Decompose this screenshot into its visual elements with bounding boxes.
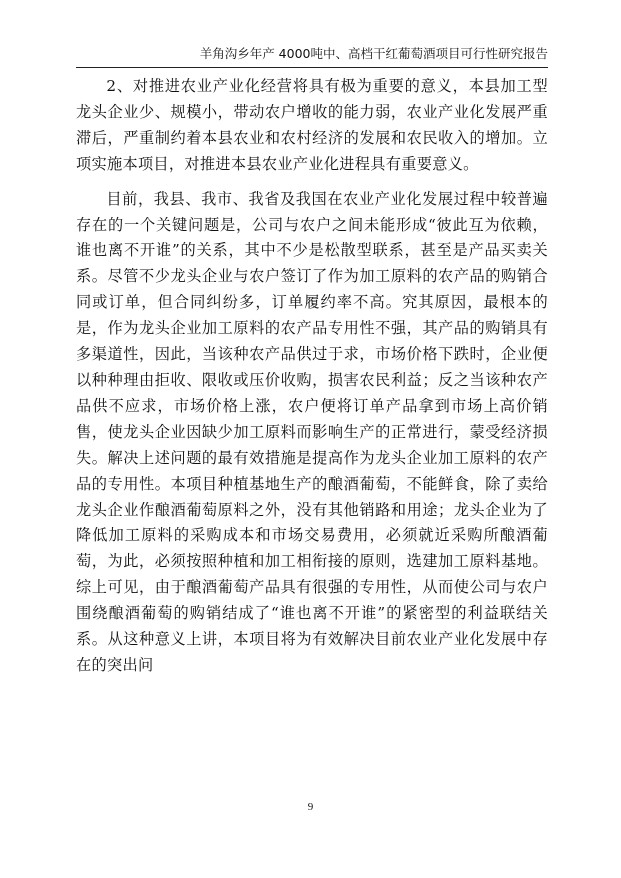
header-rule (76, 67, 548, 68)
body-text (76, 74, 548, 679)
paragraph-key-problem: 目前，我县、我市、我省及我国在农业产业化发展过程中较普遍存在的一个关键问题是，公司与农户之间未能形成“彼此互为依赖，谁也离不开谁”的关系，其中不少是松散型联系，甚至是产品买卖关系。尽管不少龙头企业与农户签订了作为加工原料的农产品的购销合同或订单，但合同纠纷多，订单履约率不高。究其原因，最根本的是，作为龙头企业加工原料的农产品专用性不强，其产品的购销具有多渠道性，因此，当该种农产品供过于求，市场价格下跌时，企业便以种种理由拒收、限收或压价收购，损害农民利益；反之当该种农产品供不应求，市场价格上涨，农户便将订单产品拿到市场上高价销售，使龙头企业因缺少加工原料而影响生产的正常进行，蒙受经济损失。解决上述问题的最有效措施是提高作为龙头企业加工原料的农产品的专用性。本项目种植基地生产的酿酒葡萄，不能鲜食，除了卖给龙头企业作酿酒葡萄原料之外，没有其他销路和用途；龙头企业为了降低加工原料的采购成本和市场交易费用，必须就近采购所酿酒葡萄，为此，必须按照种植和加工相衔接的原则，选建加工原料基地。综上可见，由于酿酒葡萄产品具有很强的专用性，从而使公司与农户围绕酿酒葡萄的购销结成了“谁也离不开谁”的紧密型的利益联结关系。从这种意义上讲，本项目将为有效解决目前农业产业化发展中存在的突出问 (76, 189, 548, 674)
paragraph-significance: 2、对推进农业产业化经营将具有极为重要的意义，本县加工型龙头企业少、规模小，带动农户增收的能力弱，农业产业化发展严重滞后，严重制约着本县农业和农村经济的发展和农民收入的增加。立项实施本项目，对推进本县农业产业化进程具有重要意义。 (76, 77, 548, 173)
running-header: 羊角沟乡年产 4000吨中、高档干红葡萄酒项目可行性研究报告 (199, 46, 548, 61)
page-number: 9 (307, 801, 314, 813)
